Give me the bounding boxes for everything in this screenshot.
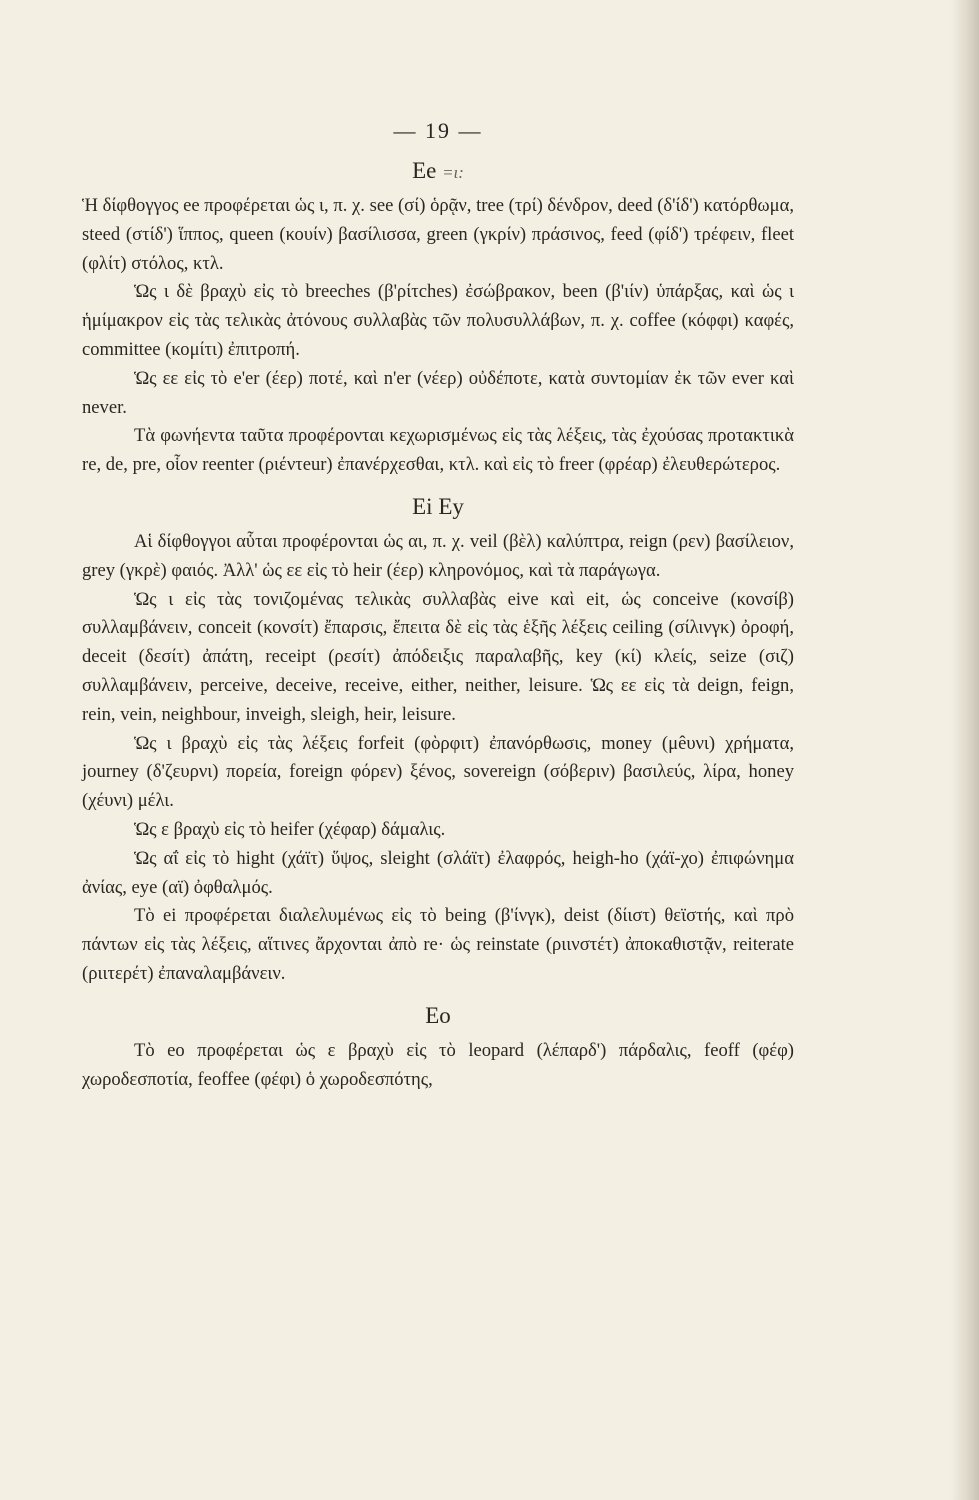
page-gutter-shadow: [951, 0, 979, 1500]
paragraph: Τὰ φωνήεντα ταῦτα προφέρονται κεχωρισμένως εἰς τὰς λέξεις, τὰς ἐχούσας προτακτικὰ re, de, pre, οἷον reenter (ριέντeur) ἐπανέρχεσθαι, κτλ. καὶ εἰς τὸ freer (φρέαρ) ἐλευθερώτερος.: [82, 425, 794, 476]
section-heading-eo: Eo: [425, 1002, 451, 1028]
paragraph: Ἡ δίφθογγος ee προφέρεται ὡς ι, π. χ. see (σί) ὁρᾷν, tree (τρί) δένδρον, deed (δ'ίδ') κατόρθωμα, steed (στίδ') ἵππος, queen (κουίν) βασίλισσα, green (γκρίν) πράσινος, feed (φίδ') τρέφειν, fleet (φλίτ) στόλος, κτλ.: [82, 195, 794, 274]
paragraph: Ὡς εε εἰς τὸ e'er (έερ) ποτέ, καὶ n'er (νέερ) οὐδέποτε, κατὰ συντομίαν ἐκ τῶν ever καὶ never.: [82, 367, 794, 418]
paragraph: Ὡς αΐ εἰς τὸ hight (χάϊτ) ὕψος, sleight (σλάϊτ) ἐλαφρός, heigh-ho (χάϊ-χο) ἐπιφώνημα ἀνίας, eye (αϊ) ὀφθαλμός.: [82, 847, 794, 898]
paragraph: Ὡς ε βραχὺ εἰς τὸ heifer (χέφαρ) δάμαλις.: [134, 818, 446, 840]
paragraph: Αἱ δίφθογγοι αὗται προφέρονται ὡς αι, π. χ. veil (βὲλ) καλύπτρα, reign (ρεν) βασίλειον, grey (γκρὲ) φαιός. Ἀλλ' ὡς εε εἰς τὸ heir (έερ) κληρονόμος, καὶ τὰ παράγωγα.: [82, 530, 794, 581]
paragraph: Ὡς ι δὲ βραχὺ εἰς τὸ breeches (β'ρίτches) ἐσώβρακον, been (β'ιίν) ὑπάρξας, καὶ ὡς ι ἡμίμακρον εἰς τὰς τελικὰς ἀτόνους συλλαβὰς τῶν πολυσυλλάβων, π. χ. coffee (κόφφι) καφές, committee (κομίτι) ἐπιτροπή.: [82, 281, 794, 360]
paragraph: Τὸ eo προφέρεται ὡς ε βραχὺ εἰς τὸ leopard (λέπαρδ') πάρδαλις, feoff (φέφ) χωροδεσποτία, feoffee (φέφι) ὁ χωροδεσπότης,: [82, 1039, 794, 1090]
section-heading-ee-text: Ee: [412, 158, 437, 183]
section-heading-ei-ey: Ei Ey: [412, 493, 464, 519]
page-number: — 19 —: [393, 118, 483, 143]
section-heading-ee: [82, 158, 794, 184]
handwritten-annotation: =ι:: [442, 163, 464, 182]
paragraph: Ὡς ι βραχὺ εἰς τὰς λέξεις forfeit (φὸρφιτ) ἐπανόρθωσις, money (μêυνι) χρήματα, journey (δ'ζευρνι) πορεία, foreign φόρεν) ξένος, sovereign (σόβεριν) βασιλεύς, λίρα, honey (χέυνι) μέλι.: [82, 732, 794, 812]
book-page: [82, 118, 794, 1094]
paragraph: Τὸ ei προφέρεται διαλελυμένως εἰς τὸ being (β'ίνγκ), deist (δίιστ) θεϊστής, καὶ πρὸ πάντων εἰς τὰς λέξεις, αἵτινες ἄρχονται ἀπὸ re· ὡς reinstate (ριινστέτ) ἀποκαθιστᾷν, reiterate (ριιτερέτ) ἐπαναλαμβάνειν.: [82, 905, 794, 984]
paragraph: Ὡς ι εἰς τὰς τονιζομένας τελικὰς συλλαβὰς eive καὶ eit, ὡς conceive (κονσίβ) συλλαμβάνειν, conceit (κονσίτ) ἔπαρσις, ἔπειτα δὲ εἰς τὰς ἑξῆς λέξεις ceiling (σίλινγκ) ὀροφή, deceit (δεσίτ) ἀπάτη, receipt (ρεσίτ) ἀπόδειξις παραλαβῆς, key (κί) κλείς, seize (σιζ) συλλαμβάνειν, perceive, deceive, receive, either, neither, leisure. Ὡς εε εἰς τὰ deign, feign, rein, vein, neighbour, inveigh, sleigh, heir, leisure.: [82, 588, 794, 725]
